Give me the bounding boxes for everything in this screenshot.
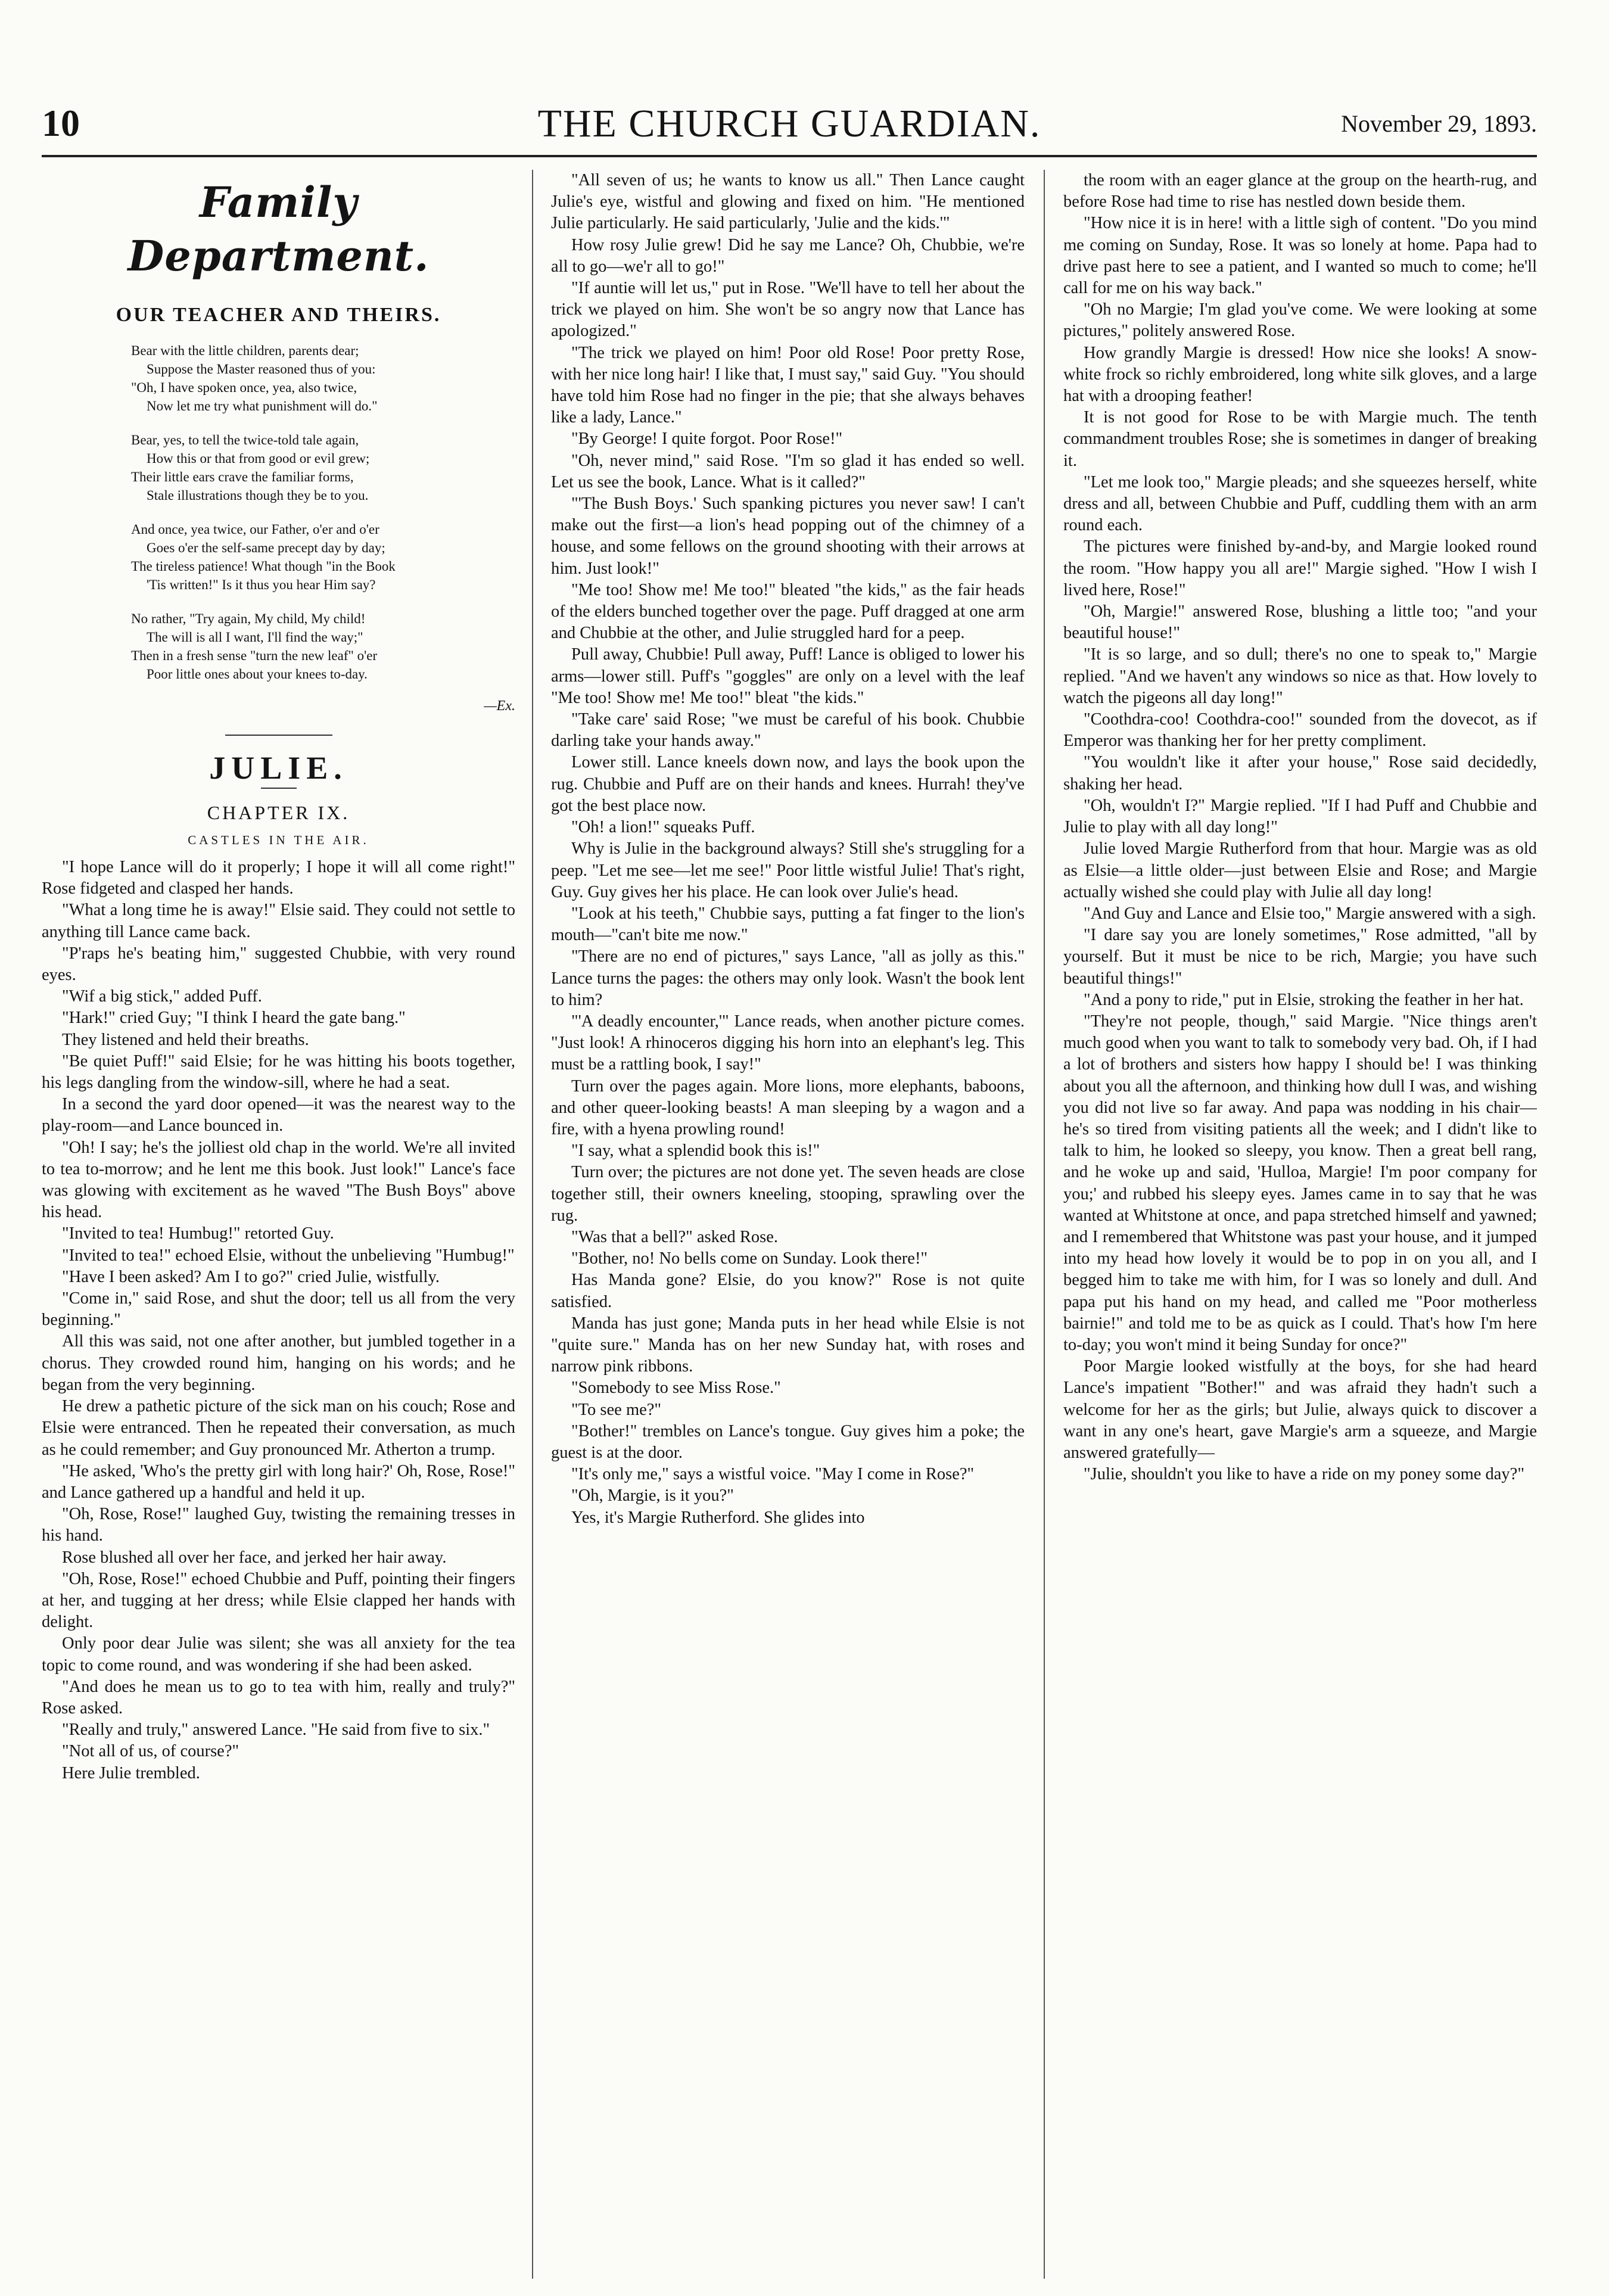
story-paragraph: "Was that a bell?" asked Rose.: [571, 1227, 779, 1246]
story-paragraph: "How nice it is in here! with a little sigh of content. "Do you mind me coming on Sunday, Rose. It was so lonely at home. Papa had to drive past here to see a patient, and I wanted so much to come; he'll call for me on his way back.": [1063, 214, 1537, 298]
story-paragraph: "If auntie will let us," put in Rose. "We'll have to tell her about the trick we played on him. She won't be so angry now that Lance has apologized.": [551, 279, 1025, 341]
story-paragraph: "To see me?": [571, 1400, 662, 1419]
poem-line: Then in a fresh sense "turn the new leaf" o'er: [131, 648, 378, 664]
story-paragraph: How rosy Julie grew! Did he say me Lance? Oh, Chubbie, we're all to go—we'r all to go!": [551, 235, 1025, 276]
story-paragraph: Yes, it's Margie Rutherford. She glides into: [571, 1508, 865, 1527]
story-paragraph: "There are no end of pictures," says Lance, "all as jolly as this." Lance turns the pages: the others may only look. Wasn't the book lent to him?: [551, 947, 1025, 1009]
story-paragraph: Has Manda gone? Elsie, do you know?" Rose is not quite satisfied.: [551, 1271, 1025, 1311]
story-paragraph: "Not all of us, of course?": [62, 1742, 239, 1761]
column-1-text: [42, 857, 515, 1784]
poem-title: OUR TEACHER AND THEIRS.: [116, 304, 441, 326]
story-paragraph: "Somebody to see Miss Rose.": [571, 1379, 781, 1398]
department-heading: Family Department.: [127, 178, 430, 281]
story-paragraph: "Julie, shouldn't you like to have a ride on my poney some day?": [1084, 1465, 1524, 1484]
poem-line: Bear, yes, to tell the twice-told tale again,: [131, 433, 359, 448]
issue-date: November 29, 1893.: [1341, 110, 1537, 137]
story-paragraph: They listened and held their breaths.: [62, 1030, 309, 1049]
story-paragraph: "P'raps he's beating him," suggested Chubbie, with very round eyes.: [42, 944, 515, 985]
poem-line: The tireless patience! What though "in the Book: [131, 559, 396, 574]
story-paragraph: "Bother, no! No bells come on Sunday. Look there!": [571, 1249, 928, 1268]
story-paragraph: "It's only me," says a wistful voice. "May I come in Rose?": [571, 1465, 975, 1484]
story-paragraph: "The trick we played on him! Poor old Rose! Poor pretty Rose, with her nice long hair! I like that, I must say," said Guy. "You should have told him Rose had no finger in the pie; that she always behaves like a lady, Lance.": [551, 343, 1025, 427]
story-paragraph: "By George! I quite forgot. Poor Rose!": [571, 430, 843, 449]
poem-line: Bear with the little children, parents dear;: [131, 343, 359, 359]
story-paragraph: He drew a pathetic picture of the sick man on his couch; Rose and Elsie were entranced. Then he repeated their conversation, as much as he could remember; and Guy pronounced Mr. Atherton a trump.: [42, 1397, 515, 1459]
chapter-subtitle: CASTLES IN THE AIR.: [188, 832, 369, 847]
story-paragraph: "And Guy and Lance and Elsie too," Margie answered with a sigh.: [1084, 904, 1536, 923]
poem-line: "Oh, I have spoken once, yea, also twice,: [131, 380, 357, 396]
story-paragraph: "And does he mean us to go to tea with him, really and truly?" Rose asked.: [42, 1677, 515, 1718]
poem-stanza: [131, 520, 509, 594]
column-2-text: [551, 170, 1025, 1529]
divider: [225, 735, 332, 736]
divider: [261, 788, 297, 789]
story-paragraph: Why is Julie in the background always? Still she's struggling for a peep. "Let me see—let me see!" Poor little wistful Julie! That's right, Guy. Guy gives her his place. He can look over Julie's head.: [551, 839, 1025, 901]
story-paragraph: "It is so large, and so dull; there's no one to speak to," Margie replied. "And we haven't any windows so nice as that. How lovely to watch the pigeons all day long!": [1063, 645, 1537, 707]
story-paragraph: "Oh, Margie, is it you?": [571, 1486, 734, 1505]
chapter-heading: CHAPTER IX.: [207, 801, 350, 823]
poem-stanza: [131, 431, 509, 505]
poem-line: The will is all I want, I'll find the way;": [147, 630, 363, 645]
story-paragraph: "I dare say you are lonely sometimes," Rose admitted, "all by yourself. But it must be nice to be rich, Margie; you have such beautiful things!": [1063, 926, 1537, 988]
poem-line: Suppose the Master reasoned thus of you:: [147, 362, 376, 377]
masthead: [42, 101, 1537, 157]
story-paragraph: It is not good for Rose to be with Margie much. The tenth commandment troubles Rose; she is sometimes in danger of breaking it.: [1063, 408, 1537, 470]
story-paragraph: "Have I been asked? Am I to go?" cried Julie, wistfully.: [62, 1267, 440, 1286]
column-3: [1063, 170, 1537, 2279]
story-paragraph: "Oh, Rose, Rose!" echoed Chubbie and Puff, pointing their fingers at her, and tugging at her dress; while Elsie clapped her hands with delight.: [42, 1569, 515, 1632]
story-paragraph: "Come in," said Rose, and shut the door; tell us all from the very beginning.": [42, 1289, 515, 1330]
story-paragraph: Here Julie trembled.: [62, 1763, 200, 1782]
story-paragraph: "Invited to tea!" echoed Elsie, without the unbelieving "Humbug!": [62, 1246, 515, 1265]
story-paragraph: "Let me look too," Margie pleads; and she squeezes herself, white dress and all, between Chubbie and Puff, cuddling them with an arm round each.: [1063, 472, 1537, 535]
story-paragraph: "Me too! Show me! Me too!" bleated "the kids," as the fair heads of the elders bunched together over the page. Puff dragged at one arm and Chubbie at the other, and Julie struggled hard for a peep.: [551, 580, 1025, 643]
story-paragraph: Turn over; the pictures are not done yet. The seven heads are close together still, their owners kneeling, stooping, sprawling over the rug.: [551, 1163, 1025, 1225]
page-number: 10: [42, 102, 80, 144]
column-3-text: [1063, 170, 1537, 1485]
story-paragraph: "Invited to tea! Humbug!" retorted Guy.: [62, 1224, 334, 1243]
story-paragraph: Manda has just gone; Manda puts in her head while Elsie is not "quite sure." Manda has on her new Sunday hat, with roses and narrow pink ribbons.: [551, 1314, 1025, 1376]
story-paragraph: The pictures were finished by-and-by, and Margie looked round the room. "How happy you all are!" Margie sighed. "How I wish I lived here, Rose!": [1063, 537, 1537, 599]
story-paragraph: Turn over the pages again. More lions, more elephants, baboons, and other queer-looking beasts! A man sleeping by a wagon and a fire, with a hyena prowling round!: [551, 1077, 1025, 1138]
story-paragraph: "Oh! I say; he's the jolliest old chap in the world. We're all invited to tea to-morrow; and he lent me this book. Just look!" Lance's face was glowing with excitement as he waved "The Bush Boys" above his head.: [42, 1138, 515, 1222]
story-paragraph: "They're not people, though," said Margie. "Nice things aren't much good when you want to talk to somebody very bad. Oh, if I had a lot of brothers and sisters how happy I should be! I was thinking about you all the afternoon, and thinking how dull I was, and wishing you did not live so far away. And papa was nodding in his chair—he's so tired from visiting patients all the week; and I didn't like to talk to him, he looked so sleepy, you know. Then a great bell rang, and he woke up and said, 'Hulloa, Margie! I'm poor company for you;' and rubbed his sleepy eyes. James came in to say that he was wanted at Whitstone at once, and papa stretched himself and yawned; and I remembered that Whitstone was past your house, and it jumped into my head how lovely it would be to pop in on you all, and I begged him to take me with him, for I was so lonely and dull. And papa put his hand on my head, and called me "Poor motherless bairnie!" and told me to be as quick as I could. That's how I'm here to-day; you won't mind it being Sunday for once?": [1063, 1012, 1537, 1354]
story-paragraph: "I hope Lance will do it properly; I hope it will all come right!" Rose fidgeted and clasped her hands.: [42, 858, 515, 898]
story-title: JULIE.: [209, 750, 348, 786]
newspaper-title: THE CHURCH GUARDIAN.: [537, 102, 1041, 145]
poem-line: And once, yea twice, our Father, o'er and o'er: [131, 522, 379, 537]
story-paragraph: All this was said, not one after another, but jumbled together in a chorus. They crowded round him, hanging on his words; and he began from the very beginning.: [42, 1332, 515, 1394]
story-paragraph: the room with an eager glance at the group on the hearth-rug, and before Rose had time to rise has nestled down beside them.: [1063, 171, 1537, 211]
story-paragraph: "Oh no Margie; I'm glad you've come. We were looking at some pictures," politely answered Rose.: [1063, 300, 1537, 341]
story-paragraph: "All seven of us; he wants to know us all." Then Lance caught Julie's eye, wistful and glowing and fixed on him. "He mentioned Julie particularly. He said particularly, 'Julie and the kids.'": [551, 171, 1025, 233]
column-1: [42, 170, 515, 2279]
story-paragraph: "Hark!" cried Guy; "I think I heard the gate bang.": [62, 1009, 406, 1028]
poem-line: Poor little ones about your knees to-day.: [147, 667, 368, 682]
story-paragraph: Poor Margie looked wistfully at the boys, for she had heard Lance's impatient "Bother!" and was afraid they hadn't such a welcome for her as the girls; but Julie, always quick to discover a want in any one's heart, gave Margie's arm a squeeze, and Margie answered gratefully—: [1063, 1357, 1537, 1462]
story-paragraph: "Take care' said Rose; "we must be careful of his book. Chubbie darling take your hands away.": [551, 710, 1025, 751]
poem: [131, 341, 509, 683]
column-rule: [1044, 170, 1045, 2279]
story-paragraph: "Wif a big stick," added Puff.: [62, 987, 262, 1006]
poem-stanza: [131, 609, 509, 683]
poem-line: No rather, "Try again, My child, My child!: [131, 611, 366, 627]
story-paragraph: "Really and truly," answered Lance. "He said from five to six.": [62, 1721, 490, 1740]
story-paragraph: "He asked, 'Who's the pretty girl with long hair?' Oh, Rose, Rose!" and Lance gathered up a handful and held it up.: [42, 1461, 515, 1502]
story-paragraph: "'The Bush Boys.' Such spanking pictures you never saw! I can't make out the first—a lion's head popping out of the chimney of a house, and some fellows on the ground shooting with their arrows at him. Just look!": [551, 494, 1025, 578]
poem-line: 'Tis written!" Is it thus you hear Him say?: [147, 577, 376, 593]
column-rule: [532, 170, 533, 2279]
story-paragraph: "Oh, wouldn't I?" Margie replied. "If I had Puff and Chubbie and Julie to play with all day long!": [1063, 796, 1537, 837]
poem-signature: —Ex.: [484, 698, 515, 714]
poem-line: Stale illustrations though they be to you.: [147, 488, 369, 503]
column-2: [551, 170, 1025, 2279]
story-paragraph: In a second the yard door opened—it was the nearest way to the play-room—and Lance bounced in.: [42, 1095, 515, 1135]
poem-line: Now let me try what punishment will do.": [147, 399, 378, 414]
story-paragraph: How grandly Margie is dressed! How nice she looks! A snow-white frock so richly embroidered, long white silk gloves, and a large hat with a drooping feather!: [1063, 343, 1537, 406]
story-paragraph: "You wouldn't like it after your house," Rose said decidedly, shaking her head.: [1063, 753, 1537, 794]
poem-line: How this or that from good or evil grew;: [147, 451, 370, 466]
story-paragraph: Julie loved Margie Rutherford from that hour. Margie was as old as Elsie—a little older—just between Elsie and Rose; and Margie actually wished she could play with Julie all day long!: [1063, 839, 1537, 901]
story-paragraph: Only poor dear Julie was silent; she was all anxiety for the tea topic to come round, and was wondering if she had been asked.: [42, 1634, 515, 1675]
story-paragraph: "Oh! a lion!" squeaks Puff.: [571, 818, 755, 837]
story-paragraph: "Oh, never mind," said Rose. "I'm so glad it has ended so well. Let us see the book, Lance. What is it called?": [551, 451, 1025, 491]
poem-stanza: [131, 341, 509, 415]
poem-line: Goes o'er the self-same precept day by day;: [147, 540, 385, 556]
story-paragraph: "Look at his teeth," Chubbie says, putting a fat finger to the lion's mouth—"can't bite me now.": [551, 904, 1025, 945]
story-paragraph: "Bother!" trembles on Lance's tongue. Guy gives him a poke; the guest is at the door.: [551, 1421, 1025, 1462]
story-paragraph: "Oh, Margie!" answered Rose, blushing a little too; "and your beautiful house!": [1063, 602, 1537, 643]
story-paragraph: Rose blushed all over her face, and jerked her hair away.: [62, 1548, 447, 1567]
story-paragraph: "Be quiet Puff!" said Elsie; for he was hitting his boots together, his legs dangling from the window-sill, where he had a seat.: [42, 1051, 515, 1093]
story-paragraph: Pull away, Chubbie! Pull away, Puff! Lance is obliged to lower his arms—lower still. Puff's "goggles" are only on a level with the leaf "Me too! Show me! Me too!" bleat "the kids.": [551, 645, 1025, 707]
story-paragraph: "Oh, Rose, Rose!" laughed Guy, twisting the remaining tresses in his hand.: [42, 1505, 515, 1545]
story-paragraph: "'A deadly encounter,'" Lance reads, when another picture comes. "Just look! A rhinoceros digging his horn into an elephant's leg. This must be a rattling book, I say!": [551, 1012, 1025, 1074]
story-paragraph: "And a pony to ride," put in Elsie, stroking the feather in her hat.: [1084, 990, 1524, 1009]
story-paragraph: "Coothdra-coo! Coothdra-coo!" sounded from the dovecot, as if Emperor was thanking her for her pretty compliment.: [1063, 710, 1537, 751]
story-paragraph: "I say, what a splendid book this is!": [571, 1141, 820, 1161]
story-paragraph: Lower still. Lance kneels down now, and lays the book upon the rug. Chubbie and Puff are on their hands and knees. Hurrah! they've got the best place now.: [551, 753, 1025, 815]
story-paragraph: "What a long time he is away!" Elsie said. They could not settle to anything till Lance came back.: [42, 901, 515, 941]
poem-line: Their little ears crave the familiar forms,: [131, 469, 354, 485]
